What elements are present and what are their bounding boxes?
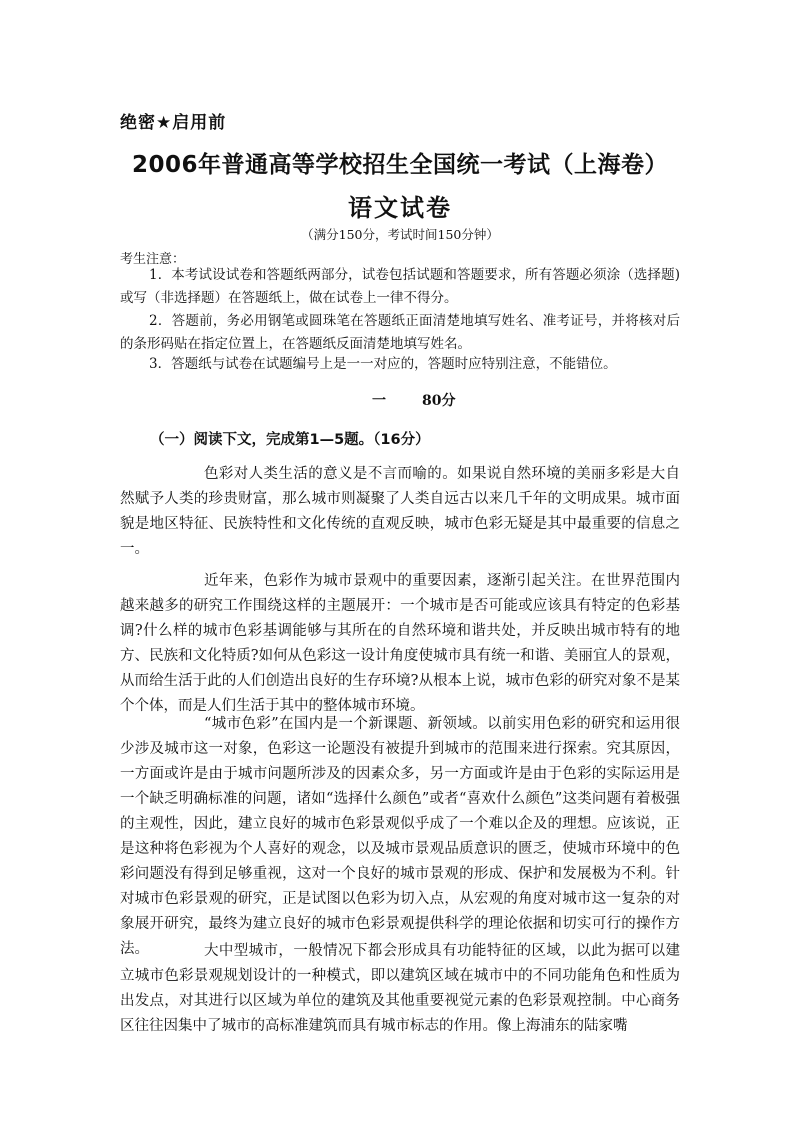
note-item-3: 3．答题纸与试卷在试题编号上是一一对应的，答题时应特别注意，不能错位。 [149,356,617,372]
exam-title: 2006年普通高等学校招生全国统一考试（上海卷） [131,152,668,178]
part-score: 80分 [422,393,456,409]
passage-paragraph-3: “城市色彩”在国内是一个新课题、新领域。以前实用色彩的研究和运用很少涉及城市这一对象，色彩这一论题没有被提升到城市的范围来进行探索。究其原因，一方面或许是由于城市问题所涉及的因素众多，另一方面或许是由于色彩的实际运用是一个缺乏明确标准的问题，诸如“选择什么颜色”或者“喜欢什么颜色”这类问题有着极强的主观性，因此，建立良好的城市色彩景观似乎成了一个难以企及的理想。应该说，正是这种将色彩视为个人喜好的观念，以及城市景观品质意识的匮乏，使城市环境中的色彩问题没有得到足够重视，这对一个良好的城市景观的形成、保护和发展极为不利。针对城市色彩景观的研究，正是试图以色彩为切入点，从宏观的角度对城市这一复杂的对象展开研究，最终为建立良好的城市色彩景观提供科学的理论依据和切实可行的操作方法。 [120,716,680,957]
notes-heading: 考生注意： [120,252,186,267]
exam-subtitle: 语文试卷 [348,194,452,222]
exam-meta: （满分150分，考试时间150分钟） [301,227,499,242]
passage-paragraph-1: 色彩对人类生活的意义是不言而喻的。如果说自然环境的美丽多彩是大自然赋予人类的珍贵财富，那么城市则凝聚了人类自远古以来几千年的文明成果。城市面貌是地区特征、民族特性和文化传统的直观反映，城市色彩无疑是其中最重要的信息之一。 [120,466,680,557]
section-heading: （一）阅读下文，完成第1—5题。（16分） [150,432,430,448]
note-item-2: 2．答题前，务必用钢笔或圆珠笔在答题纸正面清楚地填写姓名、准考证号，并将核对后的条形码贴在指定位置上，在答题纸反面清楚地填写姓名。 [120,313,680,352]
part-label: 一 [372,393,386,409]
passage-paragraph-2: 近年来，色彩作为城市景观中的重要因素，逐渐引起关注。在世界范围内越来越多的研究工作围绕这样的主题展开：一个城市是否可能或应该具有特定的色彩基调?什么样的城市色彩基调能够与其所在的自然环境和谐共处，并反映出城市特有的地方、民族和文化特质?如何从色彩这一设计角度使城市具有统一和谐、美丽宜人的景观，从而给生活于此的人们创造出良好的生存环境?从根本上说，城市色彩的研究对象不是某个个体，而是人们生活于其中的整体城市环境。 [120,573,680,714]
note-item-1: 1．本考试设试卷和答题纸两部分，试卷包括试题和答题要求，所有答题必须涂（选择题)或写（非选择题）在答题纸上，做在试卷上一律不得分。 [120,267,680,306]
passage-paragraph-4: 大中型城市，一般情况下都会形成具有功能特征的区域，以此为据可以建立城市色彩景观规划设计的一种模式，即以建筑区域在城市中的不同功能角色和性质为出发点，对其进行以区域为单位的建筑及其他重要视觉元素的色彩景观控制。中心商务区往往因集中了城市的高标准建筑而具有城市标志的作用。像上海浦东的陆家嘴 [120,943,680,1034]
secret-label: 绝密★启用前 [120,113,227,133]
